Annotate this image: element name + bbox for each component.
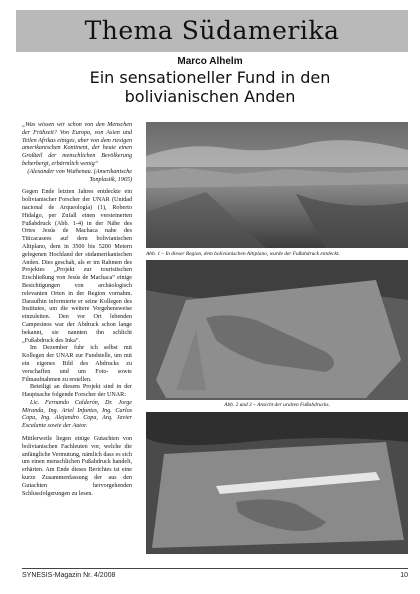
page-footer xyxy=(22,568,408,579)
photo-footprint-measuring-tape xyxy=(146,412,408,554)
section-title: Thema Südamerika xyxy=(84,16,340,45)
headline-line-1: Ein sensationeller Fund in den xyxy=(89,68,331,87)
figure-caption-1: Abb. 1 – In dieser Region, dem bolivianischen Altiplano, wurde der Fußabdruck entdeckt. xyxy=(146,251,340,257)
headline-line-2: bolivianischen Anden xyxy=(124,87,296,106)
magazine-issue: SYNESIS-Magazin Nr. 4/2008 xyxy=(22,572,116,579)
article-headline xyxy=(20,68,400,106)
intro-quote: „Was wissen wir schon von den Menschen der Frühzeit? Von Europa, von Asien und Teilen Afrikas einiges, aber von dem riesigen amerikanischen Kontinent, der heute einen Großteil der menschlichen Bevölkerung beherbergt, erbärmlich wenig“ xyxy=(22,122,132,167)
author-name: Marco Alhelm xyxy=(177,56,243,67)
section-header xyxy=(16,10,408,52)
article-text-column xyxy=(22,122,132,498)
quote-source: (Alexander von Wuthenau. (Amerikanische Tonplastik, 1965) xyxy=(27,168,132,183)
photo-footprint-closeup xyxy=(146,260,408,400)
figure-caption-2: Abb. 2 und 3 – Ansicht der uralten Fußabdrucks. xyxy=(224,402,330,408)
photo-altiplano-landscape xyxy=(146,122,408,248)
body-paragraph-3: Beteiligt an diesem Projekt sind in der Hauptsache folgende Forscher der UNAR: xyxy=(22,384,132,399)
page-number: 10 xyxy=(400,572,408,579)
body-paragraph-1: Gegen Ende letzten Jahres entdeckte ein bolivianischer Forscher der UNAR (Unidad nacional de Arqueología) (1), Roberto Hidalgo, per Zufall einen versteinerten Fußabdruck (Abb. 1-4) in der Nähe des Ortes Jesús de Machaca nahe des Titicacasees auf dem bolivianischen Altiplano, dem in 3500 bis 5200 Metern gelegenen Hochland der südamerikanischen Anden. Dies geschah, als er im Rahmen des Projektes „Projekt zur touristischen Erschließung von Jesús de Machaca“ einige Besichtigungen von archäologisch relevanten Orten in der Region vornahm. Daraufhin informierte er seine Kollegen des Institutes, um die weitere Vorgehensweise einzuleiten. Den vor Ort lebenden Campesinos war der Abdruck schon lange bekannt, sie nannten ihn schlicht „Fußabdruck des Inka“. xyxy=(22,189,132,344)
body-paragraph-2: Im Dezember fuhr ich selbst mit Kollegen der UNAR zur Fundstelle, um mit ein eigenes Bild des Abdrucks zu verschaffen und um Foto- sowie Filmaufnahmen zu erstellen. xyxy=(22,345,132,383)
body-paragraph-closing: Mittlerweile liegen einige Gutachten von bolivianischen Fachleuten vor, welche die anfängliche Vermutung, nämlich dass es sich um einen menschlichen Fußabdruck handelt, erhärten. Am Ende dieses Berichtes ist eine kurze Zusammenfassung der aus den Gutachten hervorgehenden Schlussfolgerungen zu lesen. xyxy=(22,436,132,497)
researcher-names: Lic. Fernando Calderón, Dr. Jorge Miranda, Ing. Ariel Infantes, Ing. Carlos Copa, Ing. Alejandro Copa, Arq. Javier Escalante sowie der Autor. xyxy=(22,399,132,430)
